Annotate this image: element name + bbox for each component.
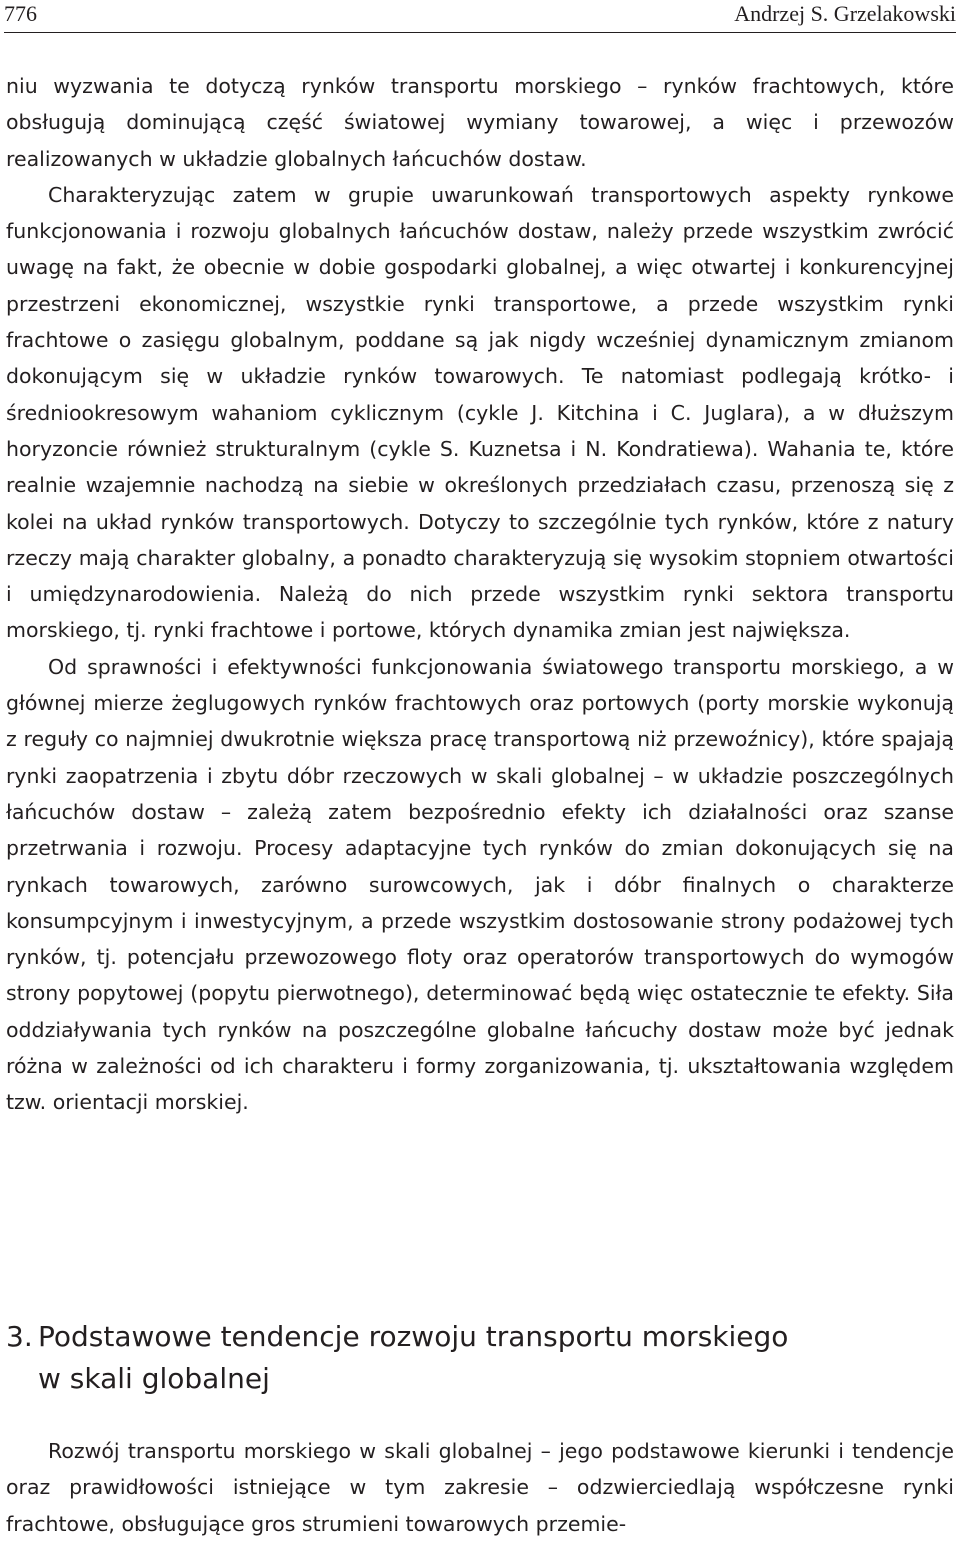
paragraph-continued: niu wyzwania te dotyczą rynków transportu morskiego – rynków frachtowych, które obsługują dominującą część światowej wymiany towarowej, a więc i przewozów realizowanych w układzie globalnych łańcuchów dostaw. [6, 74, 954, 171]
running-header [4, 0, 956, 33]
paragraph: Charakteryzując zatem w grupie uwarunkowań transportowych aspekty rynkowe funkcjonowania i rozwoju globalnych łańcuchów dostaw, należy przede wszystkim zwrócić uwagę na fakt, że obecnie w dobie gospodarki globalnej, a więc otwartej i konkurencyjnej przestrzeni ekonomicznej, wszystkie rynki transportowe, a przede wszystkim rynki frachtowe o zasięgu globalnym, poddane są jak nigdy wcześniej dynamicznym zmianom dokonującym się w układzie rynków towarowych. Te natomiast podlegają krótko- i średniookresowym wahaniom cyklicznym (cykle J. Kitchina i C. Juglara), a w dłuższym horyzoncie również strukturalnym (cykle S. Kuznetsa i N. Kondratiewa). Wahania te, które realnie wzajemnie nachodzą na siebie w określonych przedziałach czasu, przenoszą się z kolei na układ rynków transportowych. Dotyczy to szczególnie tych rynków, które z natury rzeczy mają charakter globalny, a ponadto charakteryzują się wysokim stopniem otwartości i umiędzynarodowienia. Należą do nich przede wszystkim rynki sektora transportu morskiego, tj. rynki frachtowe i portowe, których dynamika zmian jest największa. [6, 182, 954, 643]
section-body-text [6, 1433, 954, 1542]
section-title-line1: Podstawowe tendencje rozwoju transportu morskiego [38, 1320, 789, 1353]
page-number: 776 [4, 1, 37, 26]
paragraph: Rozwój transportu morskiego w skali globalnej – jego podstawowe kierunki i tendencje oraz prawidłowości istniejące w tym zakresie – odzwierciedlają współczesne rynki frachtowe, obsługujące gros strumieni towarowych przemie- [6, 1439, 954, 1536]
running-head-author: Andrzej S. Grzelakowski [734, 1, 956, 26]
section-number: 3. [6, 1320, 33, 1353]
body-text [6, 68, 954, 1121]
paragraph: Od sprawności i efektywności funkcjonowania światowego transportu morskiego, a w głównej mierze żeglugowych rynków frachtowych oraz portowych (porty morskie wykonują z reguły co najmniej dwukrotnie większa pracę transportową niż przewoźnicy), które spajają rynki zaopatrzenia i zbytu dóbr rzeczowych w skali globalnej – w układzie poszczególnych łańcuchów dostaw – zależą zatem bezpośrednio efekty ich działalności oraz szanse przetrwania i rozwoju. Procesy adaptacyjne tych rynków do zmian dokonujących się na rynkach towarowych, zarówno surowcowych, jak i dóbr finalnych o charakterze konsumpcyjnym i inwestycyjnym, a przede wszystkim dostosowanie strony podażowej tych rynków, tj. potencjału przewozowego floty oraz operatorów transportowych do wymogów strony popytowej (popytu pierwotnego), determinować będą więc ostatecznie te efekty. Siła oddziaływania tych rynków na poszczególne globalne łańcuchy dostaw może być jednak różna w zależności od ich charakteru i formy zorganizowania, tj. ukształtowania względem tzw. orientacji morskiej. [6, 654, 954, 1115]
section-heading [6, 1316, 906, 1400]
section-title-line2: w skali globalnej [38, 1362, 270, 1395]
